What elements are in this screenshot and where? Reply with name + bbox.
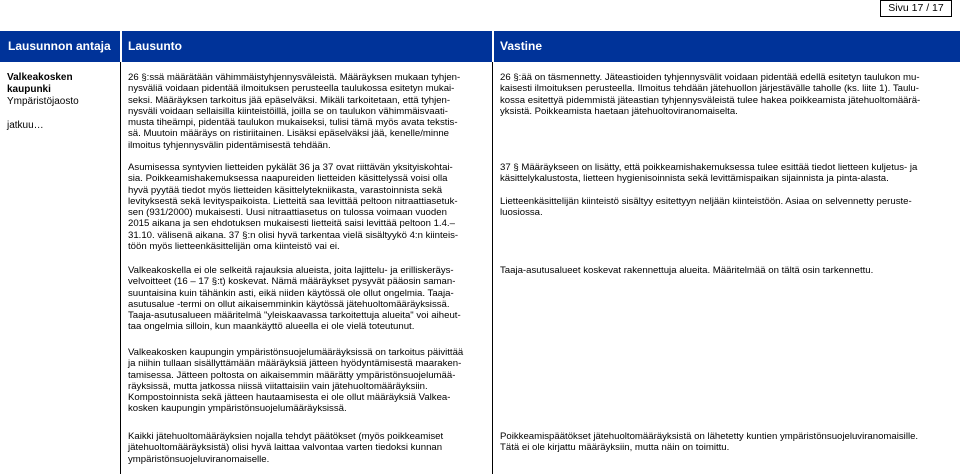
text-line: hyvä pyytää tiedot myös lietteiden käsittelytekniikasta, varastoinnista sekä xyxy=(128,184,443,196)
text-line: 2015 aikana ja sen ehdotuksen mukaisesti lietteitä saisi levittää peltoon 1.4.– xyxy=(128,218,455,230)
text-line: käsittelykalustosta, lietteen hygienisoinnista sekä levittämispaikan sijainnista ja pinta-alasta. xyxy=(500,173,889,185)
text-line: velvoitteet (16 – 17 §:t) koskevat. Nämä määräykset pysyvät pääosin saman- xyxy=(128,276,456,288)
text-line: kaisesti ilmoituksen perusteella. Ilmoitus tehdään jätehuollon järjestävälle taholle (ks. liite 1). Taulu- xyxy=(500,83,919,95)
statement-paragraph xyxy=(128,72,460,151)
text-line: levityksestä sekä levityspaikoista. Lietteitä saa levittää peltoon nitraattiasetuk- xyxy=(128,195,458,207)
text-line: suuntaisina kuin tähänkin asti, eikä niiden käytössä ole ollut ongelmia. Taaja- xyxy=(128,287,454,299)
text-line: Taaja-asutusalueen määritelmä "yleiskaavassa tarkoitettuja alueita" voi aiheut- xyxy=(128,310,461,322)
text-line: ympäristönsuojeluviranomaiselle. xyxy=(128,453,270,465)
header-response: Vastine xyxy=(500,39,543,53)
text-line: Poikkeamispäätökset jätehuoltomääräyksistä on lähetetty kuntien ympäristönsuojeluviranomaisille. xyxy=(500,431,919,442)
statement-paragraph xyxy=(128,162,458,252)
text-line: sia. Poikkeamishakemuksessa naapureiden lietteiden käsittelyssä voisi olla xyxy=(128,173,448,185)
text-line: 37 § Määräykseen on lisätty, että poikkeamishakemuksessa tulee esittää tiedot lietteen kuljetus- ja xyxy=(500,162,918,173)
text-line: asutusalue -termi on ollut aikaisemminkin käytössä jätehuoltomääräyksissä. xyxy=(128,298,450,310)
text-line: seksi. Määräyksen tarkoitus jää epäselväksi. Mikäli tarkoitetaan, että tyhjen- xyxy=(128,94,451,106)
text-line: luosiossa. xyxy=(500,207,543,219)
header-divider xyxy=(492,31,494,62)
statement-paragraph xyxy=(128,347,463,415)
table-header xyxy=(0,31,960,62)
continued-note: jatkuu… xyxy=(7,120,44,131)
response-paragraph xyxy=(500,431,918,454)
text-line: Tätä ei ole kirjattu määräyksiin, mutta näin on toimittu. xyxy=(500,442,730,454)
text-line: taa ongelmia silloin, kun maankäyttö alueella ei ole vielä toteutunut. xyxy=(128,321,415,333)
text-line: kossa esitettyä pidemmistä jäteastian tyhjennysväleistä tulee hakea poikkeamista jätehuoltomäärä- xyxy=(500,94,921,106)
page-number: Sivu 17 / 17 xyxy=(880,0,952,17)
statement-paragraph xyxy=(128,431,443,465)
text-line: Valkeakosken kaupungin ympäristönsuojelumääräyksissä on tarkoitus päivittää xyxy=(128,347,464,358)
text-line: jätehuoltomääräyksistä) olisi hyvä laittaa valvontaa varten tiedoksi kunnan xyxy=(128,442,443,454)
text-line: räyksissä, mutta jatkossa niissä viitattaisiin vain jätehuoltomääräyksiin. xyxy=(128,380,428,392)
text-line: 31.10. välisenä aikana. 37 §:n olisi hyvä tarkentaa vielä sisältyykö 4:n kiinteis- xyxy=(128,229,459,241)
text-line: Valkeakoskella ei ole selkeitä rajauksia alueista, joita lajittelu- ja erilliskeräys- xyxy=(128,265,454,276)
text-line: sen (931/2000) mukaisesti. Uusi nitraattiasetus on tulossa voimaan vuoden xyxy=(128,207,447,219)
text-line: sä. Muutoin määräys on ristiriitainen. Lisäksi epäselväksi jää, kenelle/minne xyxy=(128,128,450,140)
text-line: 26 §:ssä määrätään vähimmäistyhjennysväleistä. Määräyksen mukaan tyhjen- xyxy=(128,72,461,83)
text-line: 26 §:ää on täsmennetty. Jäteastioiden tyhjennysvälit voidaan pidentää edellä esitetyn taulukon mu- xyxy=(500,72,920,83)
text-line: ja niihin tullaan sisällyttämään määräyksiä jätteen hyödyntämisestä maaraken- xyxy=(128,358,462,370)
giver-name: Valkeakosken xyxy=(7,72,73,83)
text-line: musta tiheämpi, pidentää taulukon mukaiseksi, tulisi tämä myös avata tekstis- xyxy=(128,117,458,129)
header-giver: Lausunnon antaja xyxy=(8,39,111,53)
giver-department: Ympäristöjaosto xyxy=(7,96,79,107)
header-statement: Lausunto xyxy=(128,39,182,53)
text-line: ilmoitus tyhjennysvälin pidentämisestä tehdään. xyxy=(128,139,331,151)
response-paragraph xyxy=(500,72,920,117)
text-line: Kaikki jätehuoltomääräyksien nojalla tehdyt päätökset (myös poikkeamiset xyxy=(128,431,444,442)
statement-paragraph xyxy=(128,265,461,333)
text-line: nysväli voidaan sellaisilla kiinteistöillä, joilla se on taulukon vähimmäisvaati- xyxy=(128,105,448,117)
column-divider xyxy=(120,62,121,474)
text-line: Lietteenkäsittelijän kiinteistö sisältyy esitettyyn neljään kiinteistöön. Asiaa on selvennetty peruste- xyxy=(500,195,912,207)
text-line: Taaja-asutusalueet koskevat rakennettuja alueita. Määritelmää on tältä osin tarkennettu. xyxy=(500,265,874,276)
text-line: yksistä. Poikkeamista haetaan jätehuoltoviranomaiselta. xyxy=(500,105,738,117)
text-line: kosken kaupungin ympäristönsuojelumääräyksissä. xyxy=(128,403,347,415)
text-line: Asumisessa syntyvien lietteiden pykälät 36 ja 37 ovat riittävän yksityiskohtai- xyxy=(128,162,453,173)
column-divider xyxy=(492,62,493,474)
statement-giver xyxy=(7,72,115,132)
text-line: Kompostoinnista sekä jätteen hautaamisesta ei ole ollut määräyksiä Valkea- xyxy=(128,392,451,404)
text-line: tamisessa. Jätteen poltosta on aikaisemmin määrätty ympäristönsuojelumää- xyxy=(128,369,456,381)
text-line: töön myös lietteenkäsittelijän oma kiinteistö vai ei. xyxy=(128,241,340,253)
giver-name: kaupunki xyxy=(7,84,51,95)
header-divider xyxy=(120,31,122,62)
response-paragraph xyxy=(500,162,917,218)
blank-line xyxy=(500,185,917,196)
text-line: nysväliä voidaan pidentää ilmoituksen perusteella taulukossa esitetyn mukai- xyxy=(128,83,455,95)
response-paragraph xyxy=(500,265,873,276)
